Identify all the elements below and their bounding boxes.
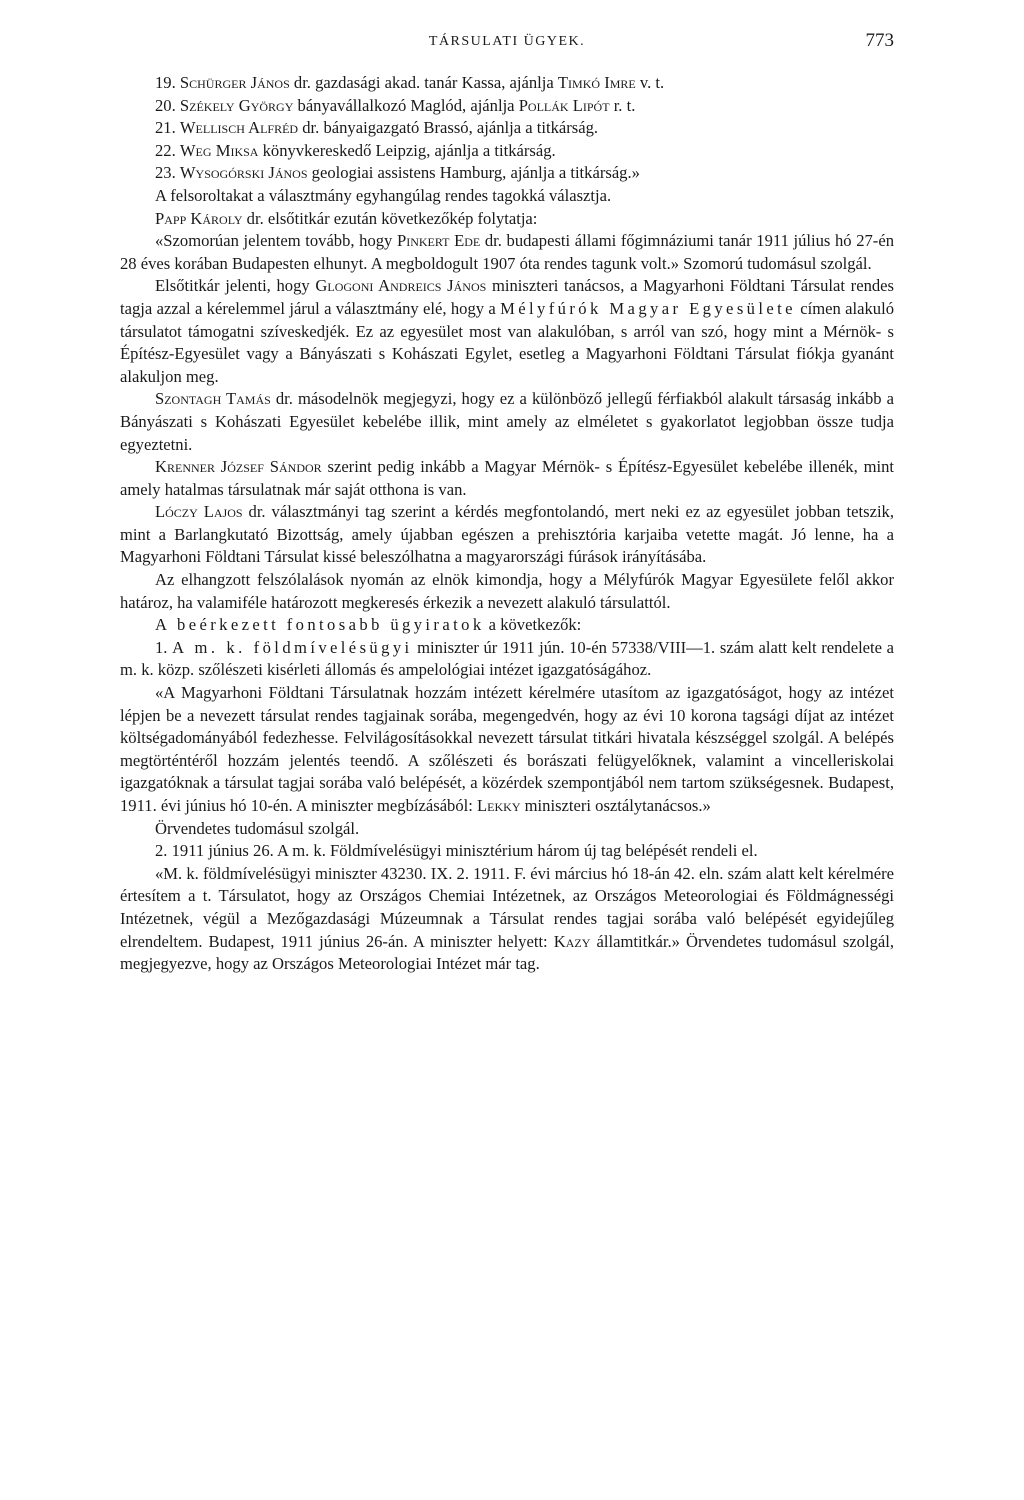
list-item xyxy=(120,140,894,163)
paragraph xyxy=(120,863,894,976)
document-page xyxy=(120,28,894,976)
page-number: 773 xyxy=(865,30,894,51)
person-name: Timkó Imre xyxy=(557,73,636,92)
text-run: bányavállalkozó Maglód, ajánlja xyxy=(293,95,519,115)
list-item xyxy=(120,162,894,185)
paragraph xyxy=(120,185,894,208)
text-run: 2. 1911 június 26. A m. k. Földmívelésügyi minisztérium három új tag belépését rendeli el. xyxy=(155,841,758,861)
text-run: geologiai assistens Hamburg, ajánlja a titkárság.» xyxy=(307,163,640,183)
paragraph xyxy=(120,569,894,614)
text-run: címen alakuló társulatot támogatni szíveskedjék. Ez az egyesület most van alakulóban, s arról van szó, hogy mint a Mérnök- s Építész-Egyesület vagy a Bányászati s Kohászati Egylet, esetleg a Magyarhoni Földtani Társulat fiókja gyanánt alakuljon meg. xyxy=(120,298,894,386)
person-name: Wysogórski János xyxy=(179,163,308,183)
text-run: dr. gazdasági akad. tanár Kassa, ajánlja xyxy=(289,73,558,92)
text-run: dr. budapesti állami főgimnáziumi tanár 1911 július hó 27-én 28 éves korában Budapesten elhunyt. A megboldogult 1907 óta rendes tagunk volt.» Szomorú tudomásul szolgál. xyxy=(120,231,894,273)
person-name: Pinkert Ede xyxy=(396,231,481,251)
text-run: 21. xyxy=(155,118,180,138)
person-name: Kazy xyxy=(553,931,591,951)
text-run: «Szomorúan jelentem tovább, hogy xyxy=(155,231,397,251)
paragraph xyxy=(120,818,894,841)
text-run: r. t. xyxy=(609,95,636,115)
paragraph xyxy=(120,388,894,456)
running-head: TÁRSULATI ÜGYEK. xyxy=(428,34,586,49)
person-name: Glogoni Andreics János xyxy=(315,276,487,296)
person-name: Szontagh Tamás xyxy=(155,389,271,409)
list-item xyxy=(120,72,894,95)
text-run: miniszteri tanácsos, a Magyarhoni Földtani Társulat rendes tagja azzal a kérelemmel járul a választmány elé, hogy a xyxy=(120,276,894,318)
person-name: Papp Károly xyxy=(155,208,243,228)
text-run: v. t. xyxy=(635,73,665,92)
spaced-emphasis: A beérkezett fontosabb ügyiratok xyxy=(155,615,485,635)
text-run: miniszter úr 1911 jún. 10-én 57338/VIII—1. szám alatt kelt rendelete a m. k. közp. szőlészeti kisérleti állomás és ampelológiai intézet igazgatóságához. xyxy=(120,637,894,680)
text-run: A felsoroltakat a választmány egyhangúlag rendes tagokká választja. xyxy=(155,185,612,205)
text-run: 20. xyxy=(155,95,180,115)
text-run: Az elhangzott felszólalások nyomán az elnök kimondja, hogy a Mélyfúrók Magyar Egyesülete felől akkor határoz, ha valamiféle határozott megkeresés érkezik a nevezett alakuló társulattól. xyxy=(120,570,894,612)
text-run: szerint pedig inkább a Magyar Mérnök- s Építész-Egyesület kebelébe illenék, mint amely hatalmas társulatnak már saját otthona is van. xyxy=(120,457,895,499)
text-run: államtitkár.» Örvendetes tudomásul szolgál, megjegyezve, hogy az Országos Meteorologiai Intézet már tag. xyxy=(120,931,895,974)
text-run: miniszteri osztálytanácsos.» xyxy=(520,796,711,815)
paragraph xyxy=(120,456,894,501)
paragraph xyxy=(120,208,894,231)
text-run: 1. xyxy=(155,637,173,657)
list-item xyxy=(120,95,894,118)
paragraph xyxy=(120,614,894,637)
person-name: Pollák Lipót xyxy=(518,95,610,115)
text-run: 23. xyxy=(155,163,180,183)
text-run: a következők: xyxy=(484,615,582,635)
text-run: dr. választmányi tag szerint a kérdés megfontolandó, mert neki ez az egyesület jobban tetszik, mint a Barlangkutató Bizottság, amely újabban egészen a prehisztória karjaiba vetette magát. Jó lenne, ha a Magyarhoni Földtani Társulat kissé beleszólhatna a magyarországi fúrások irányításába. xyxy=(120,502,895,567)
text-run: dr. elsőtitkár ezután következőkép folytatja: xyxy=(242,208,538,228)
paragraph xyxy=(120,637,894,682)
page-header xyxy=(120,28,894,58)
spaced-emphasis: A m. k. földmívelésügyi xyxy=(172,637,413,657)
person-name: Krenner József Sándor xyxy=(155,457,322,477)
list-item xyxy=(120,117,894,140)
person-name: Weg Miksa xyxy=(179,140,259,160)
text-run: könyvkereskedő Leipzig, ajánlja a titkárság. xyxy=(258,140,556,160)
text-run: «M. k. földmívelésügyi miniszter 43230. IX. 2. 1911. F. évi március hó 18-án 42. eln. szám alatt kelt kérelmére értesítem a t. Társulatot, hogy az Országos Chemiai Intézetnek, az Országos Meteorologiai és Földmágnességi Intézetnek, végül a Mezőgazdasági Múzeumnak a Társulat rendes tagjai sorába való belépését egyidejűleg elrendeltem. Budapest, 1911 június 26-án. A miniszter helyett: xyxy=(120,863,894,951)
spaced-emphasis: Mélyfúrók Magyar Egyesülete xyxy=(500,298,796,318)
text-run: Elsőtitkár jelenti, hogy xyxy=(155,276,316,296)
text-run: Örvendetes tudomásul szolgál. xyxy=(155,818,360,838)
person-name: Lekky xyxy=(477,796,521,815)
text-run: dr. bányaigazgató Brassó, ajánlja a titkárság. xyxy=(298,118,599,138)
paragraph xyxy=(120,840,894,863)
person-name: Wellisch Alfréd xyxy=(179,118,299,138)
paragraph xyxy=(120,501,894,569)
person-name: Schürger János xyxy=(179,73,290,92)
text-run: 22. xyxy=(155,140,180,160)
text-run: dr. másodelnök megjegyzi, hogy ez a különböző jellegű férfiakból alakult társaság inkább a Bányászati s Kohászati Egyesület kebelébe illik, mint amely az elméletet s gyakorlatot legjobban össze tudja egyeztetni. xyxy=(120,389,894,454)
paragraph xyxy=(120,682,894,818)
text-run: 19. xyxy=(155,73,180,92)
person-name: Lóczy Lajos xyxy=(155,502,243,522)
paragraph xyxy=(120,275,894,388)
body-text xyxy=(120,72,894,976)
paragraph xyxy=(120,230,894,275)
text-run: «A Magyarhoni Földtani Társulatnak hozzám intézett kérelmére utasítom az igazgatóságot, hogy az intézet lépjen be a nevezett társulat rendes tagjainak sorába, megengedvén, hogy az évi 10 korona tagsági díjat az intézet költségadományából fedezhesse. Felvilágosításokkal nevezett társulat titkári hivatala készséggel szolgál. A belépés megtörténtéről hozzám jelentés teendő. A szőlészeti és borászati felügyelőknek, valamint a vincelleriskolai igazgatóknak a társulat tagjai sorába való belépését, a közérdek szempontjából nem tartom szükségesnek. Budapest, 1911. évi június hó 10-én. A miniszter megbízásából: xyxy=(120,683,894,815)
person-name: Székely György xyxy=(179,95,294,115)
